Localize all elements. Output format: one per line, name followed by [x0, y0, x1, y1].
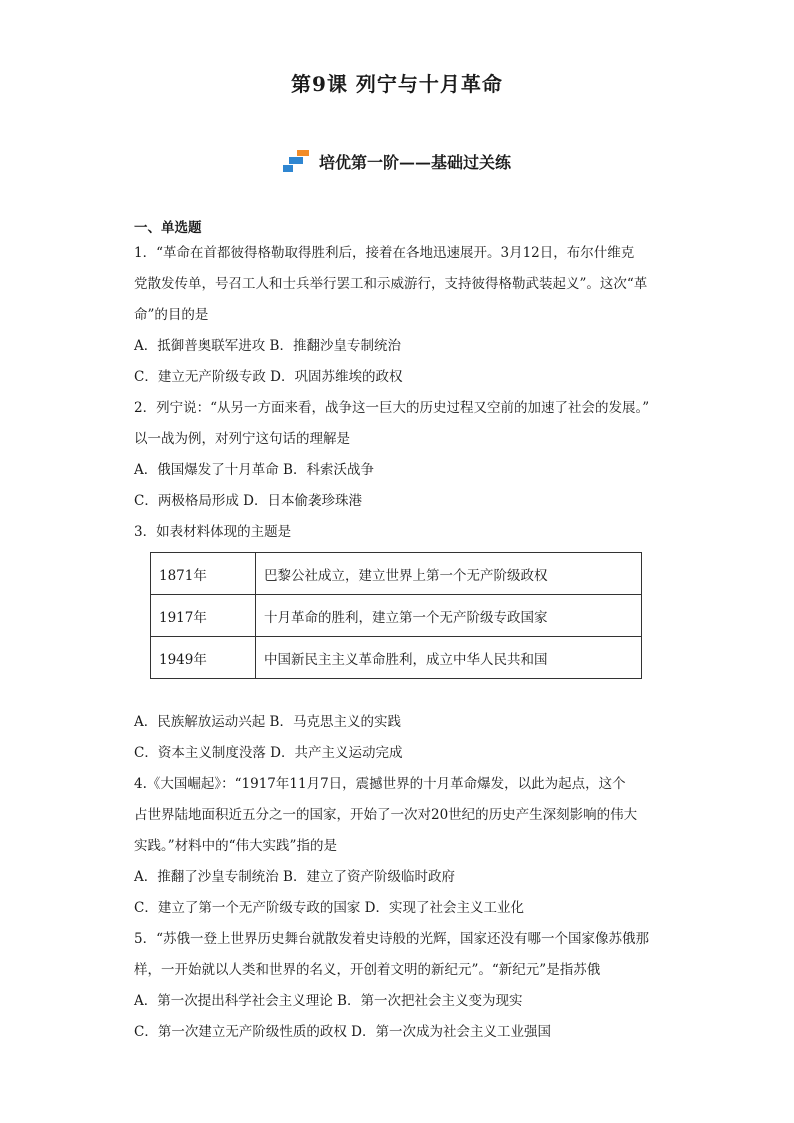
table-cell-event: 十月革命的胜利，建立第一个无产阶级专政国家 — [256, 595, 642, 637]
answer-options: C．建立了第一个无产阶级专政的国家 D．实现了社会主义工业化 — [134, 900, 524, 916]
question-text: 3．如表材料体现的主题是 — [134, 524, 292, 540]
question-5 — [134, 924, 664, 1048]
materials-table — [150, 552, 642, 679]
question-2 — [134, 393, 664, 517]
question-list — [134, 218, 664, 1048]
section-heading: 一、单选题 — [134, 220, 202, 236]
question-4 — [134, 769, 664, 924]
table-cell-year: 1917年 — [151, 595, 256, 637]
section-banner — [0, 148, 794, 174]
section-banner-text: 培优第一阶——基础过关练 — [318, 152, 511, 172]
answer-options: A．抵御普奥联军进攻 B．推翻沙皇专制统治 — [134, 338, 401, 354]
table-cell-year: 1949年 — [151, 637, 256, 679]
question-text: 样，一开始就以人类和世界的名义，开创着文明的新纪元”。“新纪元”是指苏俄 — [134, 962, 601, 978]
answer-options: C．第一次建立无产阶级性质的政权 D．第一次成为社会主义工业强国 — [134, 1024, 551, 1040]
question-text: 实践。”材料中的“伟大实践”指的是 — [134, 838, 337, 854]
table-cell-event: 巴黎公社成立，建立世界上第一个无产阶级政权 — [256, 553, 642, 595]
question-1 — [134, 238, 664, 393]
answer-options: A．民族解放运动兴起 B．马克思主义的实践 — [134, 714, 401, 730]
answer-options: A．俄国爆发了十月革命 B．科索沃战争 — [134, 462, 374, 478]
question-text: 党散发传单，号召工人和士兵举行罢工和示威游行，支持彼得格勒武装起义”。这次“革 — [134, 276, 648, 292]
question-text: 5．“苏俄一登上世界历史舞台就散发着史诗般的光辉，国家还没有哪一个国家像苏俄那 — [134, 931, 649, 947]
table-cell-year: 1871年 — [151, 553, 256, 595]
question-3 — [134, 517, 664, 769]
question-text: 2．列宁说：“从另一方面来看，战争这一巨大的历史过程又空前的加速了社会的发展。” — [134, 400, 650, 416]
table-row — [151, 637, 642, 679]
answer-options: A．第一次提出科学社会主义理论 B．第一次把社会主义变为现实 — [134, 993, 523, 1009]
question-text: 占世界陆地面积近五分之一的国家，开始了一次对20世纪的历史产生深刻影响的伟大 — [134, 807, 638, 823]
table-row — [151, 553, 642, 595]
table-row — [151, 595, 642, 637]
question-text: 1．“革命在首都彼得格勒取得胜利后，接着在各地迅速展开。3月12日，布尔什维克 — [134, 245, 635, 261]
answer-options: C．建立无产阶级专政 D．巩固苏维埃的政权 — [134, 369, 403, 385]
question-text: 命”的目的是 — [134, 307, 209, 323]
page-title: 第9课 列宁与十月革命 — [291, 72, 503, 96]
question-text: 4.《大国崛起》：“1917年11月7日，震撼世界的十月革命爆发，以此为起点，这个 — [134, 776, 626, 792]
stairs-logo-icon — [283, 148, 313, 174]
question-text: 以一战为例，对列宁这句话的理解是 — [134, 431, 350, 447]
table-cell-event: 中国新民主主义革命胜利，成立中华人民共和国 — [256, 637, 642, 679]
answer-options: C．两极格局形成 D．日本偷袭珍珠港 — [134, 493, 362, 509]
answer-options: C．资本主义制度没落 D．共产主义运动完成 — [134, 745, 403, 761]
answer-options: A．推翻了沙皇专制统治 B．建立了资产阶级临时政府 — [134, 869, 455, 885]
